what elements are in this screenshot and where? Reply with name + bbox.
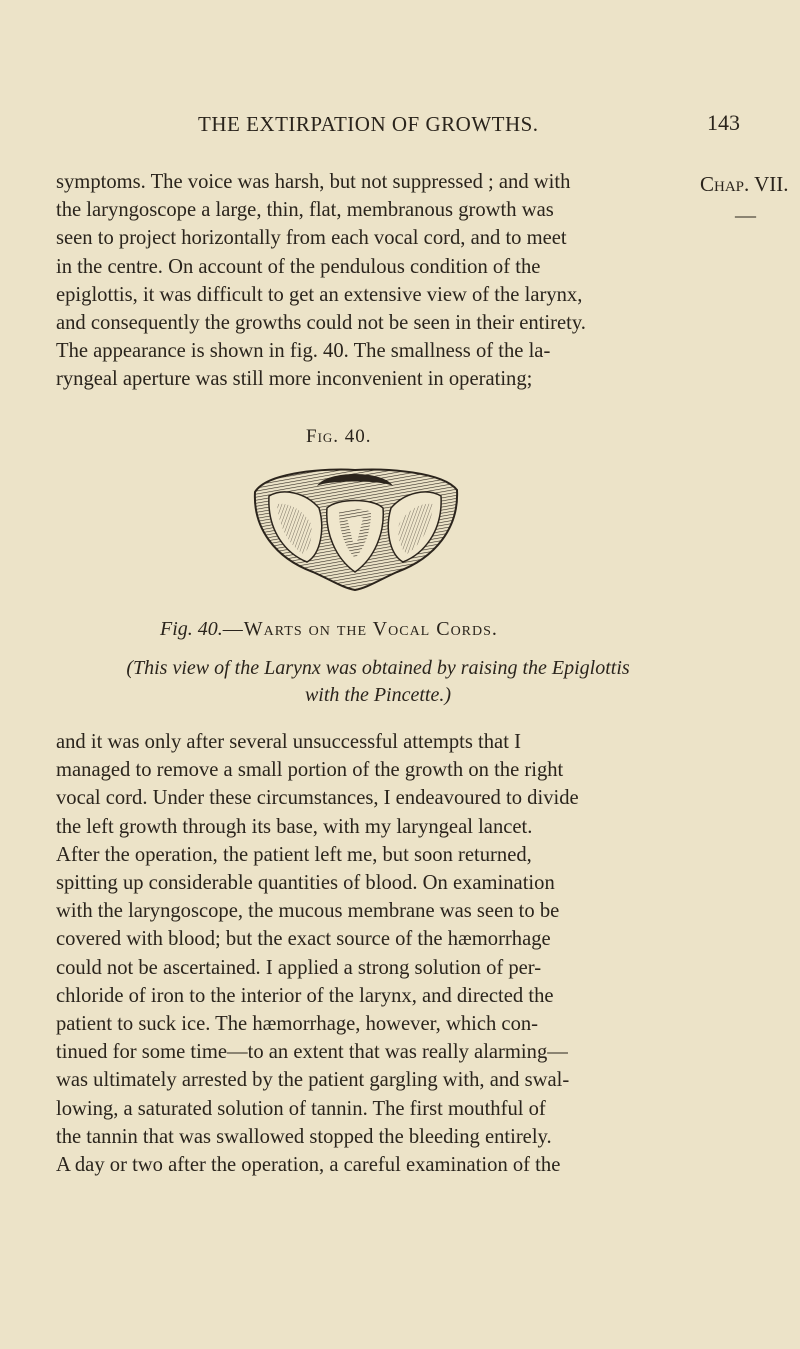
text-line: vocal cord. Under these circumstances, I endeavoured to divide — [56, 787, 579, 810]
text-line: After the operation, the patient left me, but soon returned, — [56, 843, 532, 866]
sub-caption-line: (This view of the Larynx was obtained by raising the Epiglottis — [126, 657, 630, 679]
text-line: managed to remove a small portion of the growth on the right — [56, 759, 564, 782]
figure-sub-caption — [58, 655, 698, 709]
text-line: spitting up considerable quantities of blood. On examination — [56, 872, 555, 895]
figure-label: Fig. 40. — [306, 426, 372, 447]
text-line: with the laryngoscope, the mucous membrane was seen to be — [56, 900, 560, 923]
text-line: the tannin that was swallowed stopped the bleeding entirely. — [56, 1125, 552, 1148]
text-line: in the centre. On account of the pendulous condition of the — [56, 255, 541, 278]
text-line: the laryngoscope a large, thin, flat, membranous growth was — [56, 199, 554, 222]
chapter-dash: — — [735, 203, 756, 227]
text-line: was ultimately arrested by the patient gargling with, and swal- — [56, 1069, 570, 1092]
page-number: 143 — [707, 110, 740, 135]
running-head: THE EXTIRPATION OF GROWTHS. — [198, 112, 539, 136]
text-line: could not be ascertained. I applied a strong solution of per- — [56, 956, 542, 979]
text-line: tinued for some time—to an extent that was really alarming— — [56, 1041, 568, 1064]
paragraph-1 — [56, 168, 688, 394]
text-line: chloride of iron to the interior of the larynx, and directed the — [56, 984, 554, 1007]
text-line: the left growth through its base, with my laryngeal lancet. — [56, 815, 533, 838]
text-line: covered with blood; but the exact source of the hæmorrhage — [56, 928, 551, 951]
text-line: seen to project horizontally from each vocal cord, and to meet — [56, 227, 567, 250]
figure-caption — [160, 618, 498, 641]
text-line: lowing, a saturated solution of tannin. The first mouthful of — [56, 1097, 546, 1120]
text-line: and it was only after several unsuccessful attempts that I — [56, 731, 521, 753]
text-line: patient to suck ice. The hæmorrhage, however, which con- — [56, 1013, 539, 1036]
text-line: symptoms. The voice was harsh, but not suppressed ; and with — [56, 171, 571, 193]
paragraph-2 — [56, 728, 688, 1179]
caption-number: Fig. 40. — [160, 618, 223, 640]
larynx-illustration — [247, 468, 463, 592]
caption-title: —Warts on the Vocal Cords. — [222, 618, 498, 640]
text-line: A day or two after the operation, a careful examination of the — [56, 1154, 561, 1177]
sub-caption-line: with the Pincette.) — [304, 684, 452, 706]
chapter-marker: Chap. VII. — [700, 172, 789, 196]
text-line: and consequently the growths could not be seen in their entirety. — [56, 312, 586, 335]
text-line: ryngeal aperture was still more inconvenient in operating; — [56, 368, 533, 391]
text-line: epiglottis, it was difficult to get an extensive view of the larynx, — [56, 283, 583, 306]
text-line: The appearance is shown in fig. 40. The smallness of the la- — [56, 340, 551, 363]
